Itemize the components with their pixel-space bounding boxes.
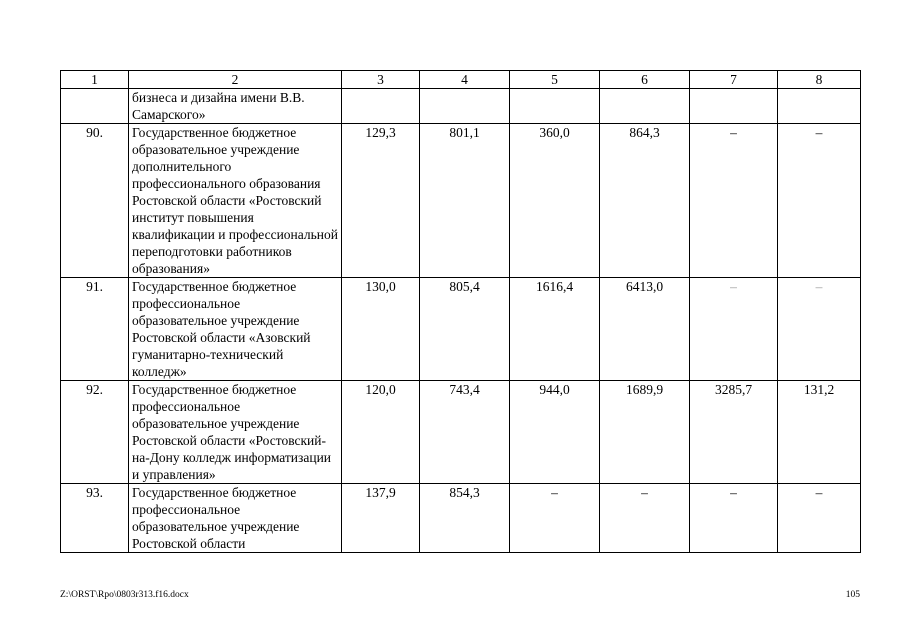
table-row [61,124,861,278]
value-col-7 [690,89,778,124]
value-col-7: – [690,484,778,553]
value-col-3: 120,0 [342,381,420,484]
value-col-3: 129,3 [342,124,420,278]
value-col-3 [342,89,420,124]
value-col-8 [778,89,861,124]
footer-file-path: Z:\ORST\Rpo\0803r313.f16.docx [60,590,189,600]
row-number: 90. [61,124,129,278]
value-col-6: 864,3 [600,124,690,278]
header-col-6: 6 [600,71,690,89]
table-row [61,484,861,553]
header-row [61,71,861,89]
institution-name: Государственное бюджетное образовательное учреждение дополнительного профессионального образования Ростовской области «Ростовский институт повышения квалификации и профессиональной переподготовки работников образования» [129,124,342,278]
value-col-6: 6413,0 [600,278,690,381]
value-col-5 [510,89,600,124]
institution-name: Государственное бюджетное профессиональное образовательное учреждение Ростовской области «Ростовский-на-Дону колледж информатизации и управления» [129,381,342,484]
value-col-4: 854,3 [420,484,510,553]
header-col-1: 1 [61,71,129,89]
value-col-5: 360,0 [510,124,600,278]
value-col-4 [420,89,510,124]
row-number: 92. [61,381,129,484]
institution-name: бизнеса и дизайна имени В.В. Самарского» [129,89,342,124]
header-col-3: 3 [342,71,420,89]
table-row [61,89,861,124]
value-col-5: 944,0 [510,381,600,484]
value-col-6: 1689,9 [600,381,690,484]
value-col-8: – [778,278,861,381]
institution-name: Государственное бюджетное профессиональное образовательное учреждение Ростовской области «Азовский гуманитарно-технический колледж» [129,278,342,381]
value-col-6: – [600,484,690,553]
value-col-8: 131,2 [778,381,861,484]
value-col-6 [600,89,690,124]
table-row [61,381,861,484]
page-number: 105 [845,590,860,600]
header-col-2: 2 [129,71,342,89]
value-col-4: 805,4 [420,278,510,381]
data-table [60,70,861,553]
value-col-4: 743,4 [420,381,510,484]
header-col-5: 5 [510,71,600,89]
value-col-5: – [510,484,600,553]
value-col-8: – [778,124,861,278]
institution-name: Государственное бюджетное профессиональное образовательное учреждение Ростовской области [129,484,342,553]
value-col-4: 801,1 [420,124,510,278]
table-row [61,278,861,381]
value-col-5: 1616,4 [510,278,600,381]
value-col-3: 137,9 [342,484,420,553]
header-col-4: 4 [420,71,510,89]
row-number [61,89,129,124]
value-col-8: – [778,484,861,553]
value-col-7: – [690,124,778,278]
header-col-8: 8 [778,71,861,89]
header-col-7: 7 [690,71,778,89]
row-number: 93. [61,484,129,553]
value-col-7: – [690,278,778,381]
value-col-3: 130,0 [342,278,420,381]
row-number: 91. [61,278,129,381]
value-col-7: 3285,7 [690,381,778,484]
